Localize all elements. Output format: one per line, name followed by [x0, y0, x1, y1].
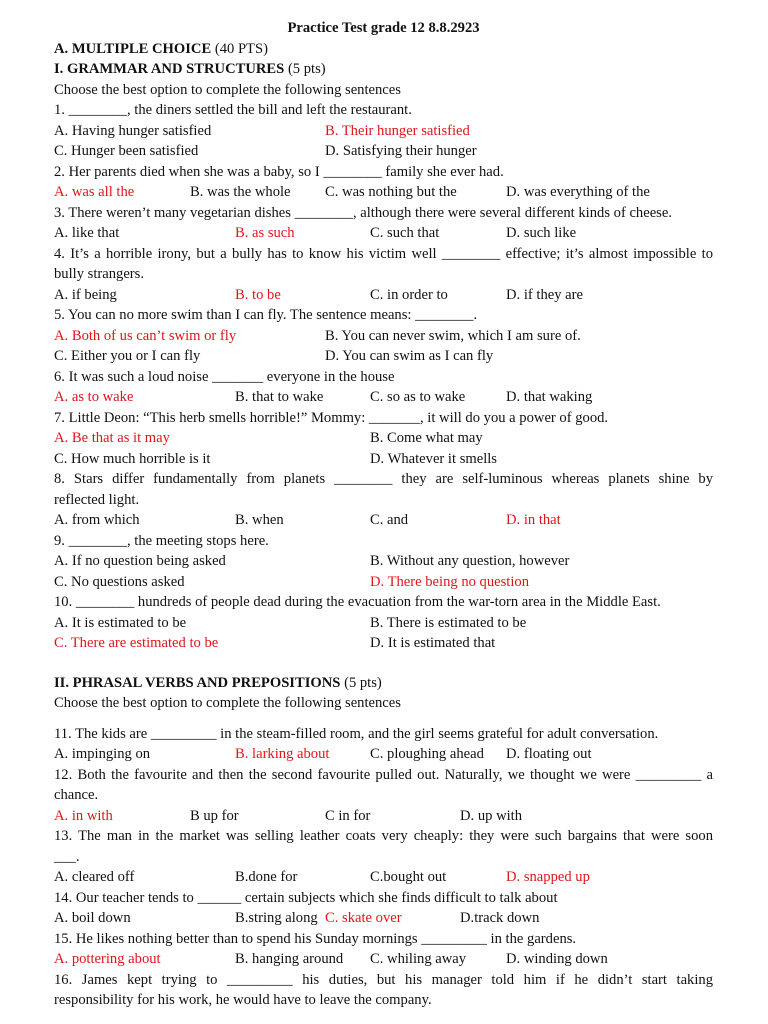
question-1: 1. ________, the diners settled the bill and left the restaurant.: [54, 102, 412, 118]
question-15: 15. He likes nothing better than to spend his Sunday mornings _________ in the gardens.: [54, 930, 577, 947]
option-d: D. floating out: [506, 746, 592, 762]
question-2: 2. Her parents died when she was a baby, so I ________ family she ever had.: [54, 163, 504, 180]
question-12: 12. Both the favourite and then the second favourite pulled out. Naturally, we thought we were _________ a: [54, 766, 713, 783]
option-b: B. hanging around: [235, 951, 344, 967]
test-document: [54, 18, 713, 1011]
option-c: C. so as to wake: [370, 389, 466, 405]
option-c: C. whiling away: [370, 951, 467, 967]
spacer: [54, 654, 713, 673]
section-2-heading: II. PHRASAL VERBS AND PREPOSITIONS (5 pts): [54, 674, 382, 691]
option-a-correct: A. Be that as it may: [54, 430, 170, 446]
option-b: B. There is estimated to be: [370, 614, 527, 631]
question-8-continued: reflected light.: [54, 491, 140, 508]
option-a-correct: A. as to wake: [54, 389, 134, 405]
option-d: D. if they are: [506, 286, 583, 303]
options-row: [54, 551, 713, 572]
option-c: C. in order to: [370, 286, 448, 303]
option-d: D. up with: [460, 807, 523, 824]
options-row: [54, 223, 713, 244]
options-row: [54, 572, 713, 593]
option-d: D. Whatever it smells: [370, 450, 497, 467]
option-b: B. Come what may: [370, 430, 483, 446]
option-c: C in for: [325, 807, 371, 824]
option-a: A. boil down: [54, 910, 131, 926]
option-b: B up for: [190, 807, 239, 824]
option-b: B. You can never swim, which I am sure of.: [325, 327, 581, 344]
option-d-correct: D. in that: [506, 512, 561, 528]
options-row: [54, 613, 713, 634]
option-a: A. impinging on: [54, 746, 151, 762]
section-1-heading: I. GRAMMAR AND STRUCTURES (5 pts): [54, 61, 326, 77]
option-d: D. It is estimated that: [370, 635, 496, 651]
section-1-instruction: Choose the best option to complete the following sentences: [54, 81, 401, 98]
options-row: [54, 744, 713, 765]
question-16: 16. James kept trying to _________ his duties, but his manager told him if he didn’t start taking: [54, 971, 713, 988]
option-d: D. You can swim as I can fly: [325, 348, 494, 364]
question-6: 6. It was such a loud noise _______ everyone in the house: [54, 368, 395, 385]
option-a: A. If no question being asked: [54, 553, 226, 569]
option-c: C. ploughing ahead: [370, 746, 484, 762]
option-d: D. was everything of the: [506, 184, 650, 200]
options-row: [54, 510, 713, 531]
options-row: [54, 285, 713, 306]
option-c: C. No questions asked: [54, 573, 185, 590]
option-d: D. Satisfying their hunger: [325, 143, 477, 159]
option-a: A. Having hunger satisfied: [54, 122, 212, 139]
option-d: D. that waking: [506, 389, 593, 405]
option-b-correct: B. Their hunger satisfied: [325, 122, 470, 139]
option-b-correct: B. to be: [235, 286, 281, 303]
option-c-correct: C. skate over: [325, 910, 402, 926]
question-13: 13. The man in the market was selling leather coats very cheaply: they were such bargains that were soon: [54, 828, 713, 844]
option-a-correct: A. in with: [54, 807, 113, 824]
option-b: B.done for: [235, 869, 298, 885]
option-c: C. and: [370, 512, 409, 528]
options-row: [54, 949, 713, 970]
options-row: [54, 141, 713, 162]
spacer: [54, 714, 713, 724]
option-c: C. such that: [370, 225, 440, 241]
question-7: 7. Little Deon: “This herb smells horrible!” Mommy: _______, it will do you a power of good.: [54, 409, 609, 426]
option-a-correct: A. Both of us can’t swim or fly: [54, 327, 237, 344]
option-b-correct: B. as such: [235, 225, 295, 241]
option-d-correct: D. There being no question: [370, 573, 530, 590]
options-row: [54, 346, 713, 367]
options-row: [54, 428, 713, 449]
question-5: 5. You can no more swim than I can fly. The sentence means: ________.: [54, 307, 478, 323]
options-row: [54, 908, 713, 929]
page-title: Practice Test grade 12 8.8.2923: [287, 20, 480, 36]
question-14: 14. Our teacher tends to ______ certain subjects which she finds difficult to talk about: [54, 889, 558, 906]
question-10: 10. ________ hundreds of people dead during the evacuation from the war-torn area in the Middle East.: [54, 594, 661, 610]
option-b: B. that to wake: [235, 389, 324, 405]
options-row: [54, 867, 713, 888]
option-a-correct: A. pottering about: [54, 951, 161, 967]
option-a: A. It is estimated to be: [54, 614, 187, 631]
part-a-heading: A. MULTIPLE CHOICE (40 PTS): [54, 40, 268, 57]
question-8: 8. Stars differ fundamentally from planets ________ they are self-luminous whereas planets shine by: [54, 471, 713, 487]
options-row: [54, 182, 713, 203]
option-a: A. like that: [54, 225, 120, 241]
option-c: C. How much horrible is it: [54, 450, 211, 467]
option-c: C. Hunger been satisfied: [54, 143, 199, 159]
option-d: D.track down: [460, 910, 540, 926]
option-d-correct: D. snapped up: [506, 869, 590, 885]
question-16-continued: responsibility for his work, he would have to leave the company.: [54, 992, 432, 1008]
option-d: D. such like: [506, 225, 577, 241]
option-c-correct: C. There are estimated to be: [54, 635, 219, 651]
option-b: B. when: [235, 512, 284, 528]
option-a: A. cleared off: [54, 869, 135, 885]
option-a-correct: A. was all the: [54, 184, 135, 200]
question-3: 3. There weren’t many vegetarian dishes ________, although there were several different kinds of cheese.: [54, 204, 672, 221]
option-c: C. Either you or I can fly: [54, 348, 201, 364]
question-12-continued: chance.: [54, 787, 99, 803]
options-row: [54, 121, 713, 142]
options-row: [54, 633, 713, 654]
options-row: [54, 387, 713, 408]
option-a: A. from which: [54, 512, 140, 528]
options-row: [54, 326, 713, 347]
option-b: B.string along: [235, 910, 318, 926]
options-row: [54, 806, 713, 827]
question-13-continued: ___.: [54, 848, 80, 865]
question-4-continued: bully strangers.: [54, 266, 144, 282]
question-11: 11. The kids are _________ in the steam-filled room, and the girl seems grateful for adult conversation.: [54, 725, 659, 742]
question-9: 9. ________, the meeting stops here.: [54, 532, 269, 549]
option-d: D. winding down: [506, 951, 608, 967]
option-a: A. if being: [54, 286, 117, 303]
section-2-instruction: Choose the best option to complete the following sentences: [54, 695, 401, 711]
option-c: C. was nothing but the: [325, 184, 457, 200]
option-b-correct: B. larking about: [235, 746, 330, 762]
option-b: B. Without any question, however: [370, 553, 570, 569]
option-b: B. was the whole: [190, 184, 291, 200]
options-row: [54, 449, 713, 470]
question-4: 4. It’s a horrible irony, but a bully has to know his victim well ________ effective; it’s almost impossible to: [54, 245, 713, 262]
option-c: C.bought out: [370, 869, 447, 885]
